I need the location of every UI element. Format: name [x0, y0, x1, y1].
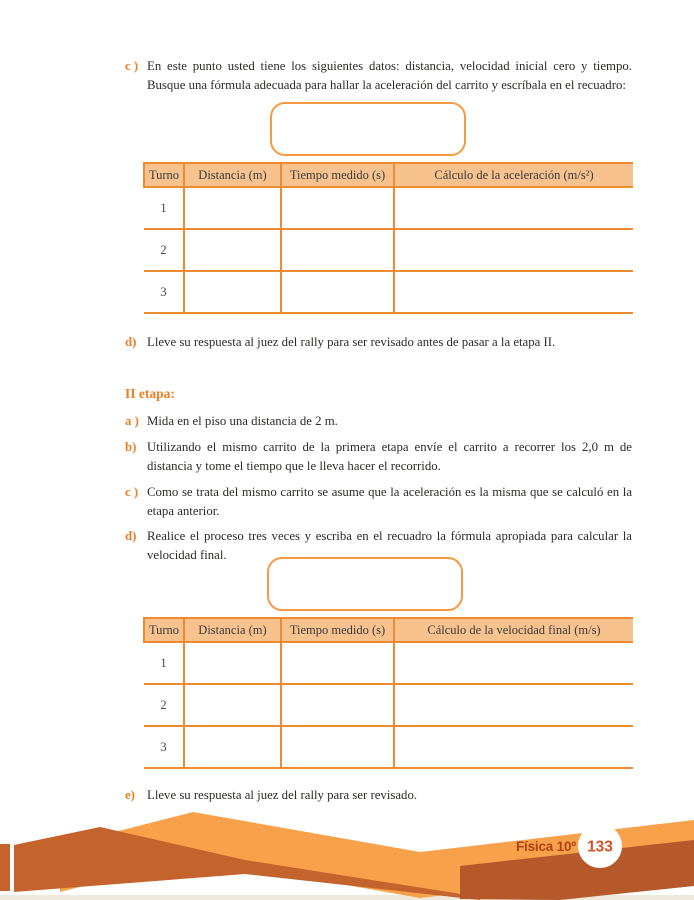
table-header-row	[144, 618, 633, 642]
formula-box-velocity	[267, 557, 463, 611]
item-text: Mida en el piso una distancia de 2 m.	[147, 414, 338, 428]
column-header-tiempo: Tiempo medido (s)	[281, 618, 394, 642]
empty-cell	[281, 271, 394, 313]
table-row	[144, 642, 633, 684]
column-header-distancia: Distancia (m)	[184, 163, 281, 187]
empty-cell	[281, 726, 394, 768]
empty-cell	[281, 229, 394, 271]
table-row	[144, 726, 633, 768]
row-label: 2	[144, 229, 184, 271]
empty-cell	[184, 684, 281, 726]
empty-cell	[281, 642, 394, 684]
item-letter: e)	[125, 788, 135, 802]
empty-cell	[184, 271, 281, 313]
velocity-table	[143, 617, 633, 769]
page-number: 133	[587, 838, 613, 856]
empty-cell	[394, 229, 633, 271]
table-row	[144, 187, 633, 229]
table-row	[144, 229, 633, 271]
row-label: 3	[144, 726, 184, 768]
column-header-distancia: Distancia (m)	[184, 618, 281, 642]
item-text: Lleve su respuesta al juez del rally para ser revisado.	[147, 788, 418, 802]
row-label: 1	[144, 187, 184, 229]
instruction-item-b-stage2	[125, 438, 632, 476]
empty-cell	[394, 726, 633, 768]
item-text: Utilizando el mismo carrito de la primera etapa envíe el carrito a recorrer los 2,0 m de distancia y tome el tiempo que le lleva hacer el recorrido.	[147, 440, 632, 473]
column-header-calculo: Cálculo de la aceleración (m/s²)	[394, 163, 633, 187]
item-text: En este punto usted tiene los siguientes datos: distancia, velocidad inicial cero y tiempo. Busque una fórmula adecuada para hallar la aceleración del carrito y escríbala en el recuadro:	[147, 59, 632, 92]
empty-cell	[394, 187, 633, 229]
footer-left-bar	[0, 844, 10, 891]
empty-cell	[184, 187, 281, 229]
formula-box-acceleration	[270, 102, 466, 156]
empty-cell	[184, 642, 281, 684]
row-label: 2	[144, 684, 184, 726]
empty-cell	[394, 642, 633, 684]
footer-ribbon-art	[0, 800, 694, 900]
empty-cell	[281, 187, 394, 229]
row-label: 3	[144, 271, 184, 313]
empty-cell	[281, 684, 394, 726]
item-text: Como se trata del mismo carrito se asume que la aceleración es la misma que se calculó en la etapa anterior.	[147, 485, 632, 518]
item-text: Lleve su respuesta al juez del rally para ser revisado antes de pasar a la etapa II.	[147, 335, 556, 349]
row-label: 1	[144, 642, 184, 684]
empty-cell	[394, 271, 633, 313]
instruction-item-c-stage1	[125, 57, 632, 95]
column-header-calculo: Cálculo de la velocidad final (m/s)	[394, 618, 633, 642]
empty-cell	[184, 726, 281, 768]
column-header-turno: Turno	[144, 618, 184, 642]
book-title-label: Física 10º	[516, 839, 576, 854]
instruction-item-c-stage2	[125, 483, 632, 521]
item-letter: b)	[125, 440, 137, 454]
item-letter: c )	[125, 59, 139, 73]
column-header-turno: Turno	[144, 163, 184, 187]
item-letter: c )	[125, 485, 139, 499]
item-letter: d)	[125, 335, 137, 349]
column-header-tiempo: Tiempo medido (s)	[281, 163, 394, 187]
empty-cell	[184, 229, 281, 271]
stage-2-heading: II etapa:	[125, 386, 175, 401]
item-text: Realice el proceso tres veces y escriba en el recuadro la fórmula apropiada para calcular la velocidad final.	[147, 529, 632, 562]
item-letter: d)	[125, 529, 137, 543]
item-letter: a )	[125, 414, 139, 428]
acceleration-table	[143, 162, 633, 314]
table-row	[144, 684, 633, 726]
empty-cell	[394, 684, 633, 726]
table-header-row	[144, 163, 633, 187]
instruction-item-d-stage1	[125, 333, 632, 352]
instruction-item-a-stage2	[125, 412, 632, 431]
table-row	[144, 271, 633, 313]
